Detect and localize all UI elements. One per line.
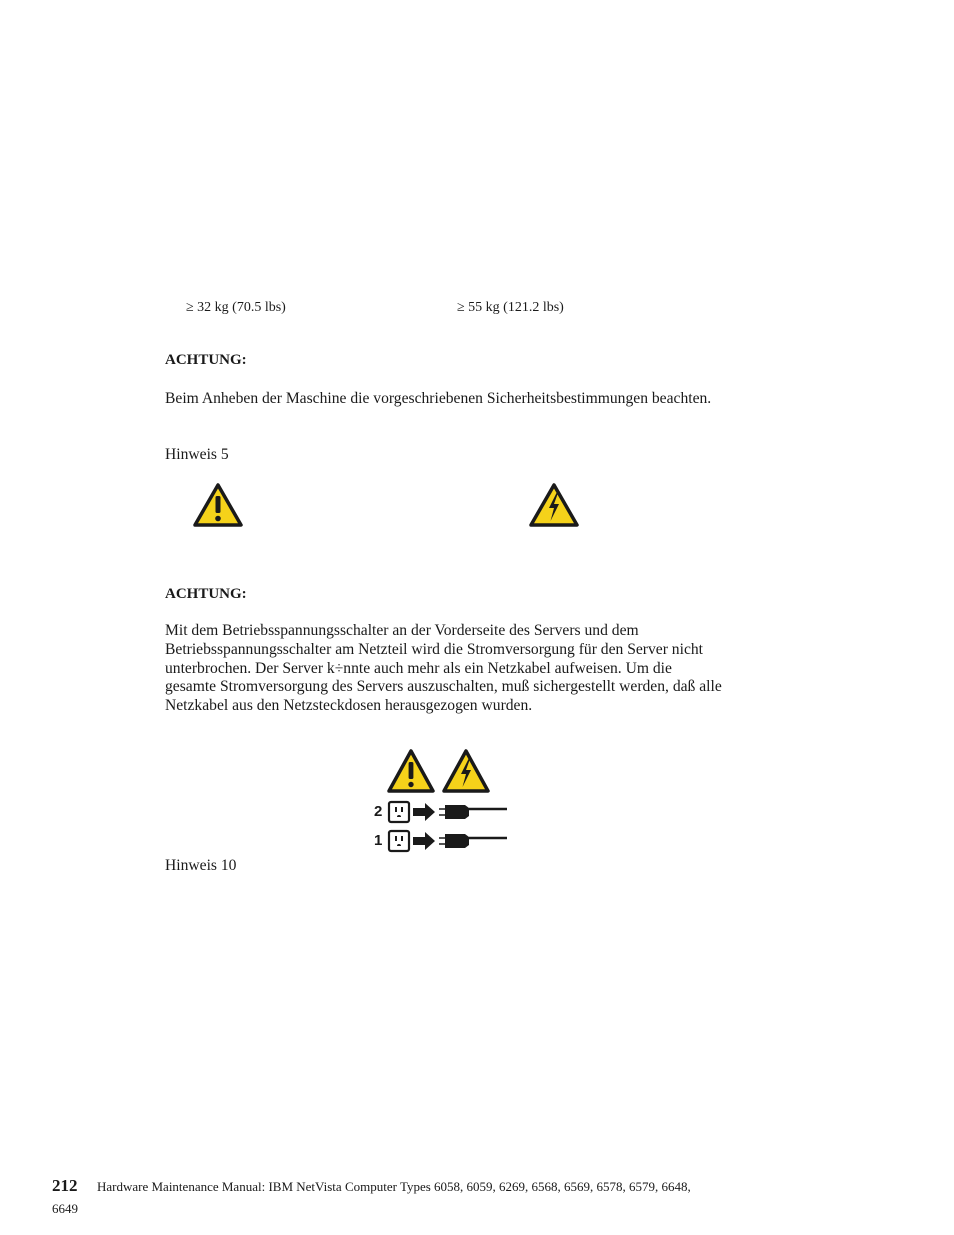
weight-label-right: ≥ 55 kg (121.2 lbs) <box>457 300 564 315</box>
caution-heading-1: ACHTUNG: <box>165 352 247 368</box>
warning-exclamation-icon <box>192 482 244 528</box>
page-number: 212 <box>52 1176 78 1195</box>
unplug-cord-icon <box>387 800 509 826</box>
electrical-hazard-icon-small <box>441 748 491 794</box>
note-10-label: Hinweis 10 <box>165 857 237 874</box>
plug-number-2: 2 <box>374 803 383 820</box>
plug-number-1: 1 <box>374 832 383 849</box>
footer-title: Hardware Maintenance Manual: IBM NetVista Computer Types 6058, 6059, 6269, 6568, 6569, 6578, 6579, 6648, <box>97 1179 691 1194</box>
unplug-cord-icon <box>387 829 509 855</box>
footer-title-continuation: 6649 <box>52 1201 78 1216</box>
warning-exclamation-icon-small <box>386 748 436 794</box>
note-5-label: Hinweis 5 <box>165 446 229 463</box>
weight-label-left: ≥ 32 kg (70.5 lbs) <box>186 300 286 315</box>
caution-text-1: Beim Anheben der Maschine die vorgeschriebenen Sicherheitsbestimmungen beachten. <box>165 390 712 407</box>
caution-text-2: Mit dem Betriebsspannungsschalter an der Vorderseite des Servers und dem Betriebsspannungsschalter am Netzteil wird die Stromversorgung für den Server nicht unterbrochen. Der Server k÷nnte auch mehr als ein Netzkabel aufweisen. Um die gesamte Stromversorgung des Servers auszuschalten, muß sichergestellt werden, daß alle Netzkabel aus den Netzsteckdosen herausgezogen wurden. <box>165 622 722 715</box>
caution-heading-2: ACHTUNG: <box>165 586 247 602</box>
electrical-hazard-icon <box>528 482 580 528</box>
